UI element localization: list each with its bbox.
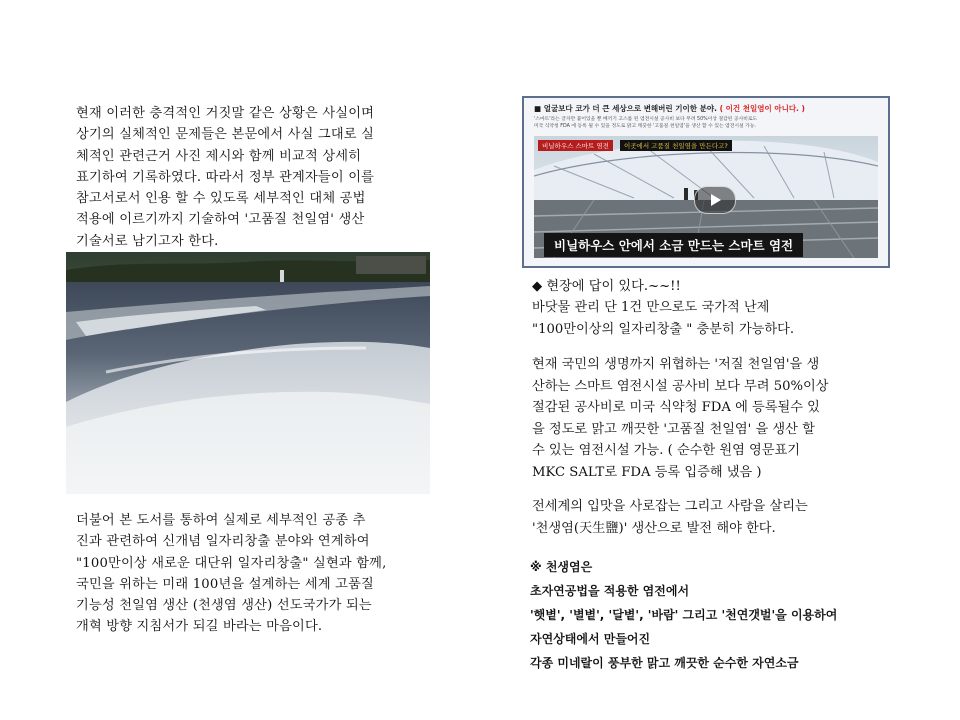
definition-line: 자연상태에서 만들어진 — [530, 632, 651, 646]
body-line: 절감된 공사비로 미국 식약청 FDA 에 등록될수 있 — [532, 400, 820, 416]
body-line: 산하는 스마트 염전시설 공사비 보다 무려 50%이상 — [532, 378, 829, 394]
intro-line: 기술서로 남기고자 한다. — [76, 233, 219, 249]
play-button[interactable] — [694, 186, 736, 214]
intro-line: 참고서로서 인용 할 수 있도록 세부적인 대체 공법 — [76, 191, 366, 207]
video-caption: 비닐하우스 안에서 소금 만드는 스마트 염전 — [544, 233, 803, 257]
video-label-mid: 이곳에서 고품질 천일염을 만든다고? — [620, 140, 732, 151]
closing-line: 개혁 방향 지침서가 되길 바라는 마음이다. — [76, 619, 323, 635]
call-line: 전세계의 입맛을 사로잡는 그리고 사람을 살리는 — [532, 499, 808, 514]
video-thumbnail-frame — [522, 96, 890, 268]
call-paragraph — [532, 496, 808, 539]
body-line: 을 정도로 맑고 깨끗한 '고품질 천일염' 을 생산 할 — [532, 421, 815, 437]
body-line: 현재 국민의 생명까지 위협하는 '저질 천일염'을 생 — [532, 357, 820, 372]
closing-line: 기능성 천일염 생산 (천생염 생산) 선도국가가 되는 — [76, 598, 372, 614]
intro-paragraph — [76, 103, 374, 252]
definition-list — [530, 556, 837, 676]
video-label-top: 비닐하우스 스마트 염전 — [538, 140, 613, 151]
video-subtitle — [534, 116, 757, 130]
salt-field-image — [66, 252, 430, 494]
closing-line: "100만이상 새로운 대단위 일자리창출" 실현과 함께, — [76, 555, 387, 571]
intro-line: 적용에 이르기까지 기술하여 '고품질 천일염' 생산 — [76, 212, 365, 228]
intro-line: 체적인 관련근거 사진 제시와 함께 비교적 상세히 — [76, 148, 362, 164]
definition-line: '햇볕', '별볕', '달볕', '바람' 그리고 '천연갯벌'을 이용하여 — [530, 608, 838, 622]
video-screen[interactable] — [534, 136, 878, 258]
closing-paragraph — [76, 510, 387, 638]
play-icon — [695, 187, 735, 213]
video-sub-line: 미국 식약청 FDA 에 등록 될 수 있을 정도로 맑고 깨끗한 '고품질 천일염'을 생산 할 수 있는 염전시설 가능. — [534, 124, 756, 129]
intro-line: 표기하여 기록하였다. 따라서 정부 관계자들이 이를 — [76, 169, 375, 185]
body-line: MKC SALT로 FDA 등록 입증해 냈음 ) — [532, 464, 762, 480]
definition-line: 초자연공법을 적용한 염전에서 — [530, 584, 690, 598]
body-paragraph — [532, 354, 829, 484]
call-line: '천생염(天生鹽)' 생산으로 발전 해야 한다. — [532, 520, 776, 536]
video-headline-note: ( 이건 천일염이 아니다. ) — [719, 104, 805, 113]
intro-line: 상기의 실체적인 문제들은 본문에서 사실 그대로 실 — [76, 127, 375, 143]
salt-field-photo — [66, 252, 430, 494]
body-line: 수 있는 염전시설 가능. ( 순수한 원염 영문표기 — [532, 443, 800, 459]
closing-line: 진과 관련하여 신개념 일자리창출 분야와 연계하여 — [76, 534, 370, 550]
field-line: 바닷물 관리 단 1건 만으로도 국가적 난제 — [532, 300, 770, 316]
video-headline-text: ■ 얼굴보다 코가 더 큰 세상으로 변해버린 기이한 분야. — [534, 104, 717, 113]
intro-line: 현재 이러한 충격적인 거짓말 같은 상황은 사실이며 — [76, 106, 375, 121]
video-sub-line: '스마트'라는 글자만 붙어있을 뿐 베끼기 고스톱 된 염전시설 공사비 보다 무려 50%이상 절감된 공사비로도 — [534, 117, 758, 122]
definition-line: 각종 미네랄이 풍부한 맑고 깨끗한 순수한 자연소금 — [530, 656, 799, 670]
video-headline — [534, 103, 805, 114]
definition-line: ※ 천생염은 — [530, 560, 593, 574]
closing-line: 국민을 위하는 미래 100년을 설계하는 세계 고품질 — [76, 576, 374, 592]
field-paragraph — [532, 276, 794, 340]
field-line: ◆ 현장에 답이 있다.~~!! — [532, 279, 681, 294]
field-line: "100만이상의 일자리창출 " 충분히 가능하다. — [532, 321, 795, 337]
closing-line: 더불어 본 도서를 통하여 실제로 세부적인 공종 추 — [76, 513, 366, 528]
